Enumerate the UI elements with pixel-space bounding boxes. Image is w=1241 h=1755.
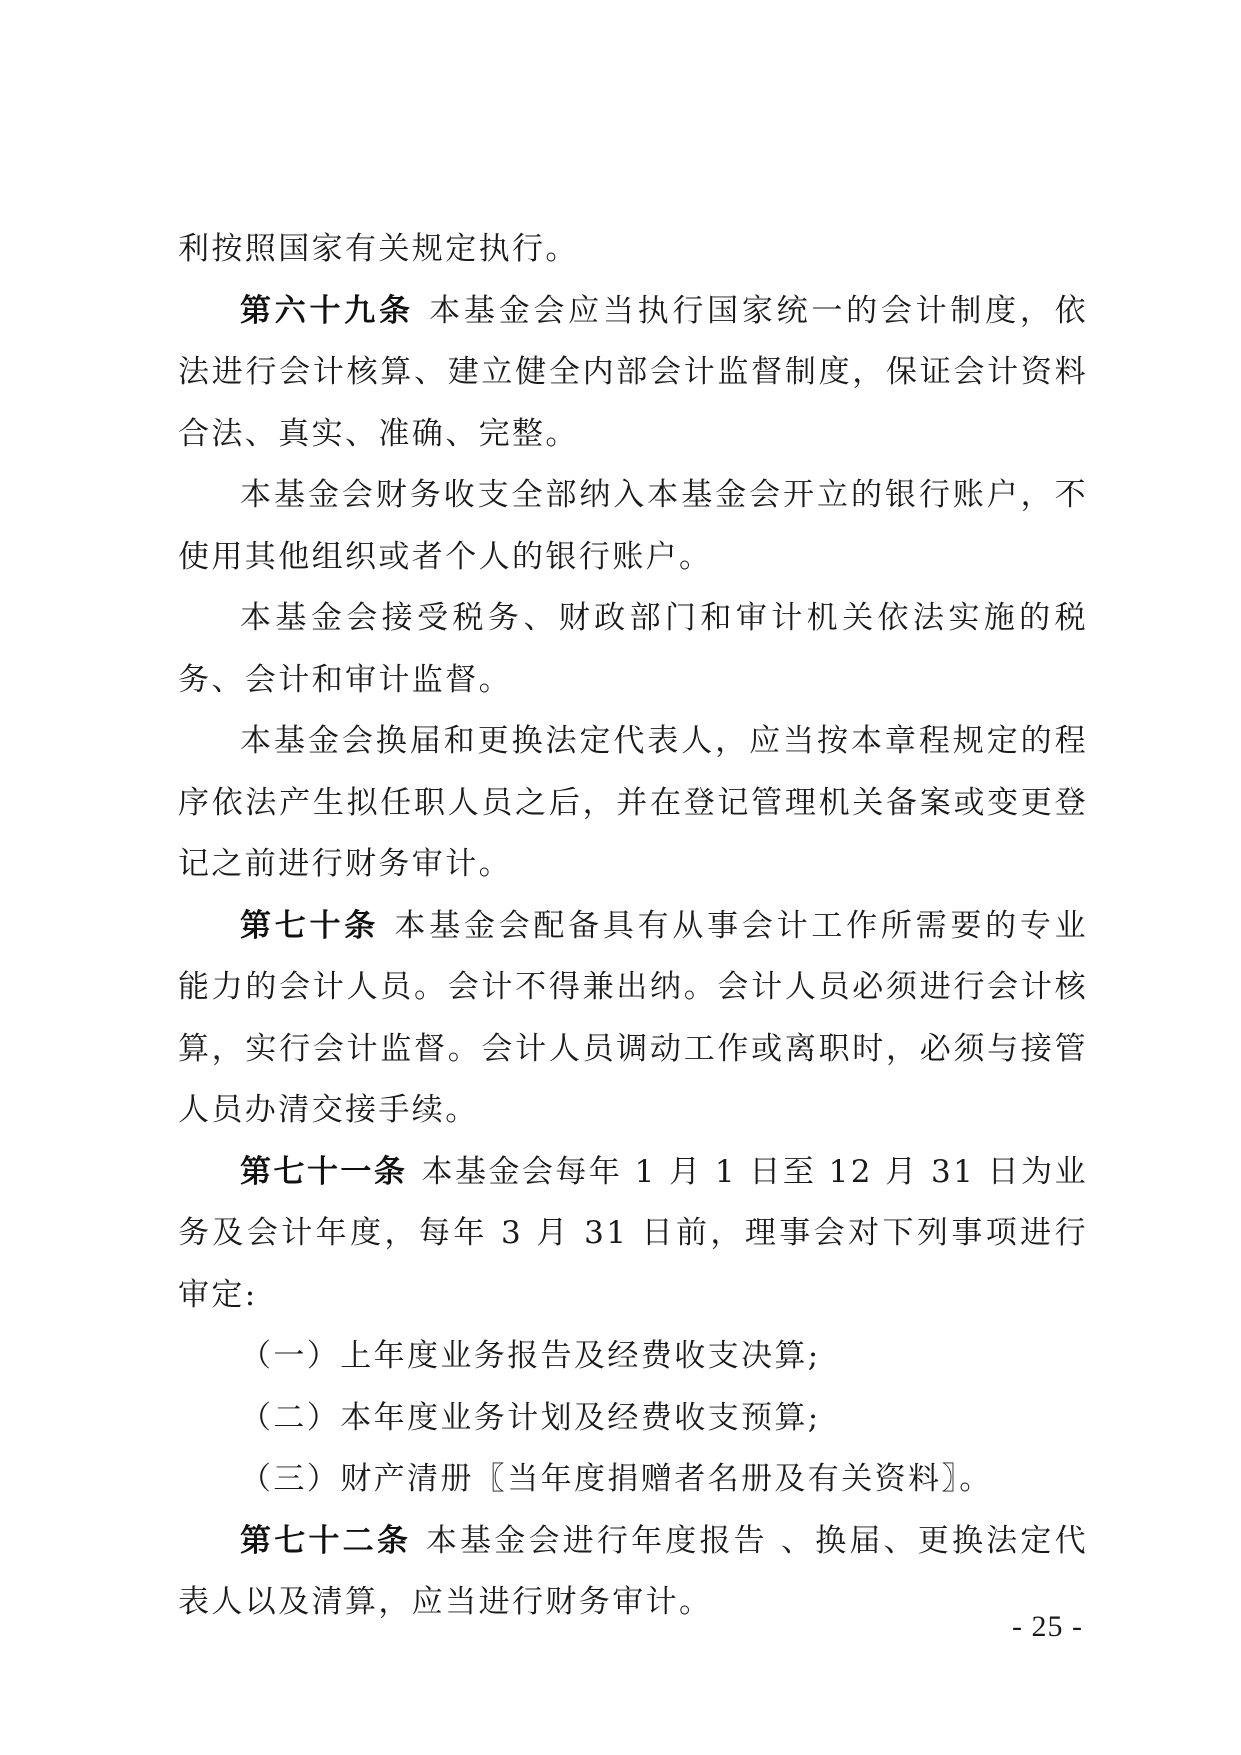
- article-72: [178, 1511, 1088, 1634]
- article-71-title: 第七十一条: [240, 1153, 408, 1190]
- article-69-paragraph-2: 本基金会财务收支全部纳入本基金会开立的银行账户，不使用其他组织或者个人的银行账户。: [178, 477, 1088, 575]
- continuation-text: 利按照国家有关规定执行。: [178, 231, 579, 267]
- article-69-paragraph-3: 本基金会接受税务、财政部门和审计机关依法实施的税务、会计和审计监督。: [178, 600, 1088, 698]
- article-69-text: 本基金会应当执行国家统一的会计制度，依法进行会计核算、建立健全内部会计监督制度，保证会计资料合法、真实、准确、完整。: [178, 292, 1088, 452]
- article-69: [178, 281, 1088, 466]
- list-item: （二）本年度业务计划及经费收支预算;: [240, 1399, 821, 1436]
- article-71-text: 本基金会每年 1 月 1 日至 12 月 31 日为业务及会计年度，每年 3 月 31 日前，理事会对下列事项进行审定:: [178, 1153, 1088, 1313]
- article-69-paragraph-4: 本基金会换届和更换法定代表人，应当按本章程规定的程序依法产生拟任职人员之后，并在登记管理机关备案或变更登记之前进行财务审计。: [178, 723, 1088, 882]
- article-72-title: 第七十二条: [240, 1522, 412, 1559]
- article-69-title: 第六十九条: [240, 292, 414, 329]
- article-71: [178, 1142, 1088, 1327]
- article-70-title: 第七十条: [240, 907, 379, 944]
- article-72-text: 本基金会进行年度报告 、换届、更换法定代表人以及清算，应当进行财务审计。: [178, 1522, 1088, 1620]
- article-70-text: 本基金会配备具有从事会计工作所需要的专业能力的会计人员。会计不得兼出纳。会计人员必须进行会计核算，实行会计监督。会计人员调动工作或离职时，必须与接管人员办清交接手续。: [178, 907, 1088, 1128]
- page-number: - 25 -: [1012, 1610, 1083, 1643]
- article-70: [178, 896, 1088, 1142]
- list-item: （三）财产清册〖当年度捐赠者名册及有关资料〗。: [240, 1461, 993, 1497]
- body-text: [178, 219, 1088, 1634]
- list-item: （一）上年度业务报告及经费收支决算;: [240, 1338, 821, 1374]
